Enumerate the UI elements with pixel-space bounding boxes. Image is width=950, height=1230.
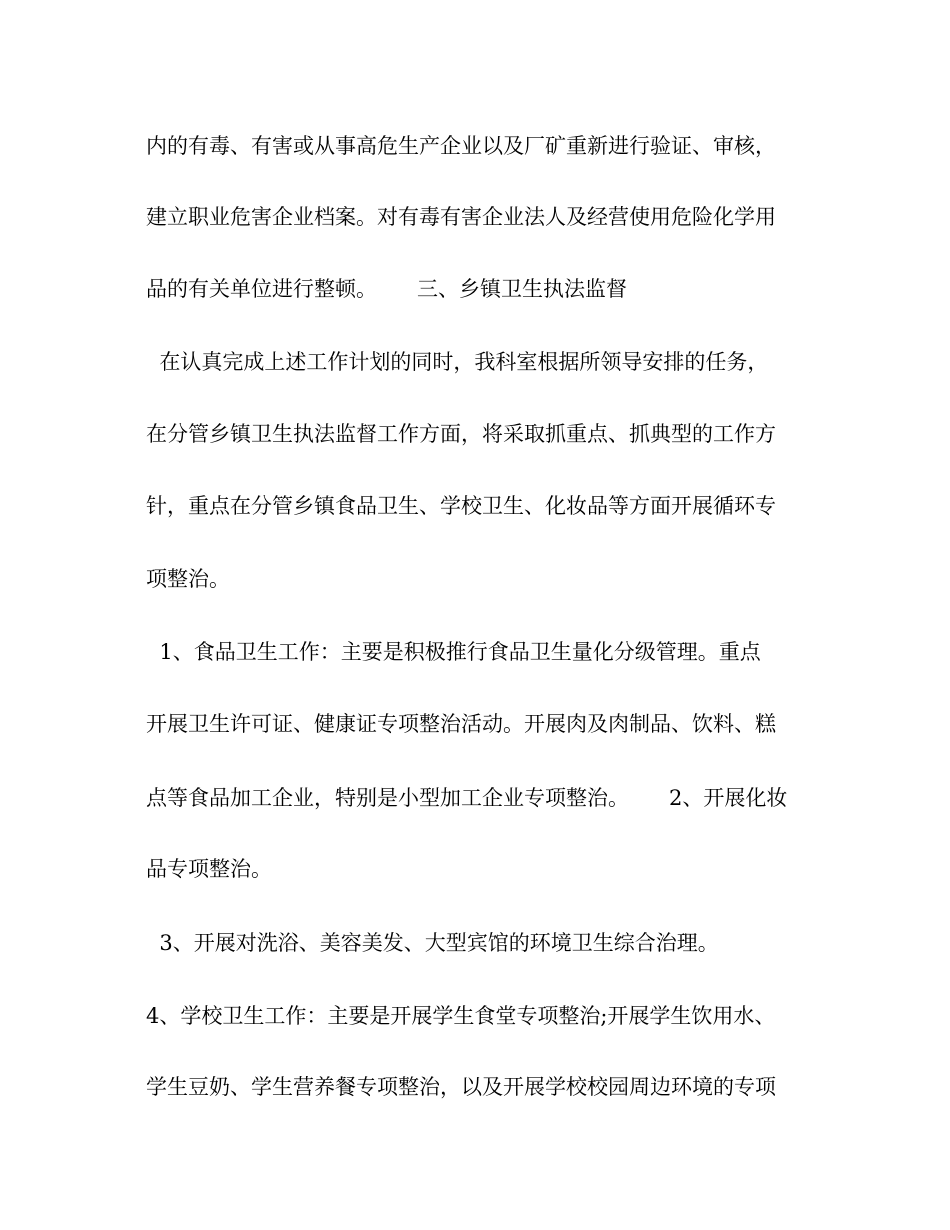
text-line: 内的有毒、有害或从事高危生产企业以及厂矿重新进行验证、审核，	[146, 134, 776, 158]
text-line: 项整治。	[146, 567, 230, 591]
text-line: 4、学校卫生工作：主要是开展学生食堂专项整治;开展学生饮用水、	[146, 1004, 776, 1028]
text-line: 品专项整治。	[146, 857, 272, 881]
text-line: 点等食品加工企业，特别是小型加工企业专项整治。 2、开展化妆	[146, 786, 788, 810]
text-line: 品的有关单位进行整顿。 三、乡镇卫生执法监督	[146, 277, 628, 301]
text-line: 在分管乡镇卫生执法监督工作方面，将采取抓重点、抓典型的工作方	[146, 422, 776, 446]
text-line: 学生豆奶、学生营养餐专项整治，以及开展学校校园周边环境的专项	[146, 1075, 776, 1099]
text-line: 在认真完成上述工作计划的同时，我科室根据所领导安排的任务，	[146, 350, 769, 374]
text-line: 针，重点在分管乡镇食品卫生、学校卫生、化妆品等方面开展循环专	[146, 494, 776, 518]
text-line: 建立职业危害企业档案。对有毒有害企业法人及经营使用危险化学用	[146, 205, 776, 229]
text-line: 1、食品卫生工作：主要是积极推行食品卫生量化分级管理。重点	[146, 640, 761, 664]
text-line: 开展卫生许可证、健康证专项整治活动。开展肉及肉制品、饮料、糕	[146, 712, 776, 736]
text-line: 3、开展对洗浴、美容美发、大型宾馆的环境卫生综合治理。	[146, 931, 719, 955]
